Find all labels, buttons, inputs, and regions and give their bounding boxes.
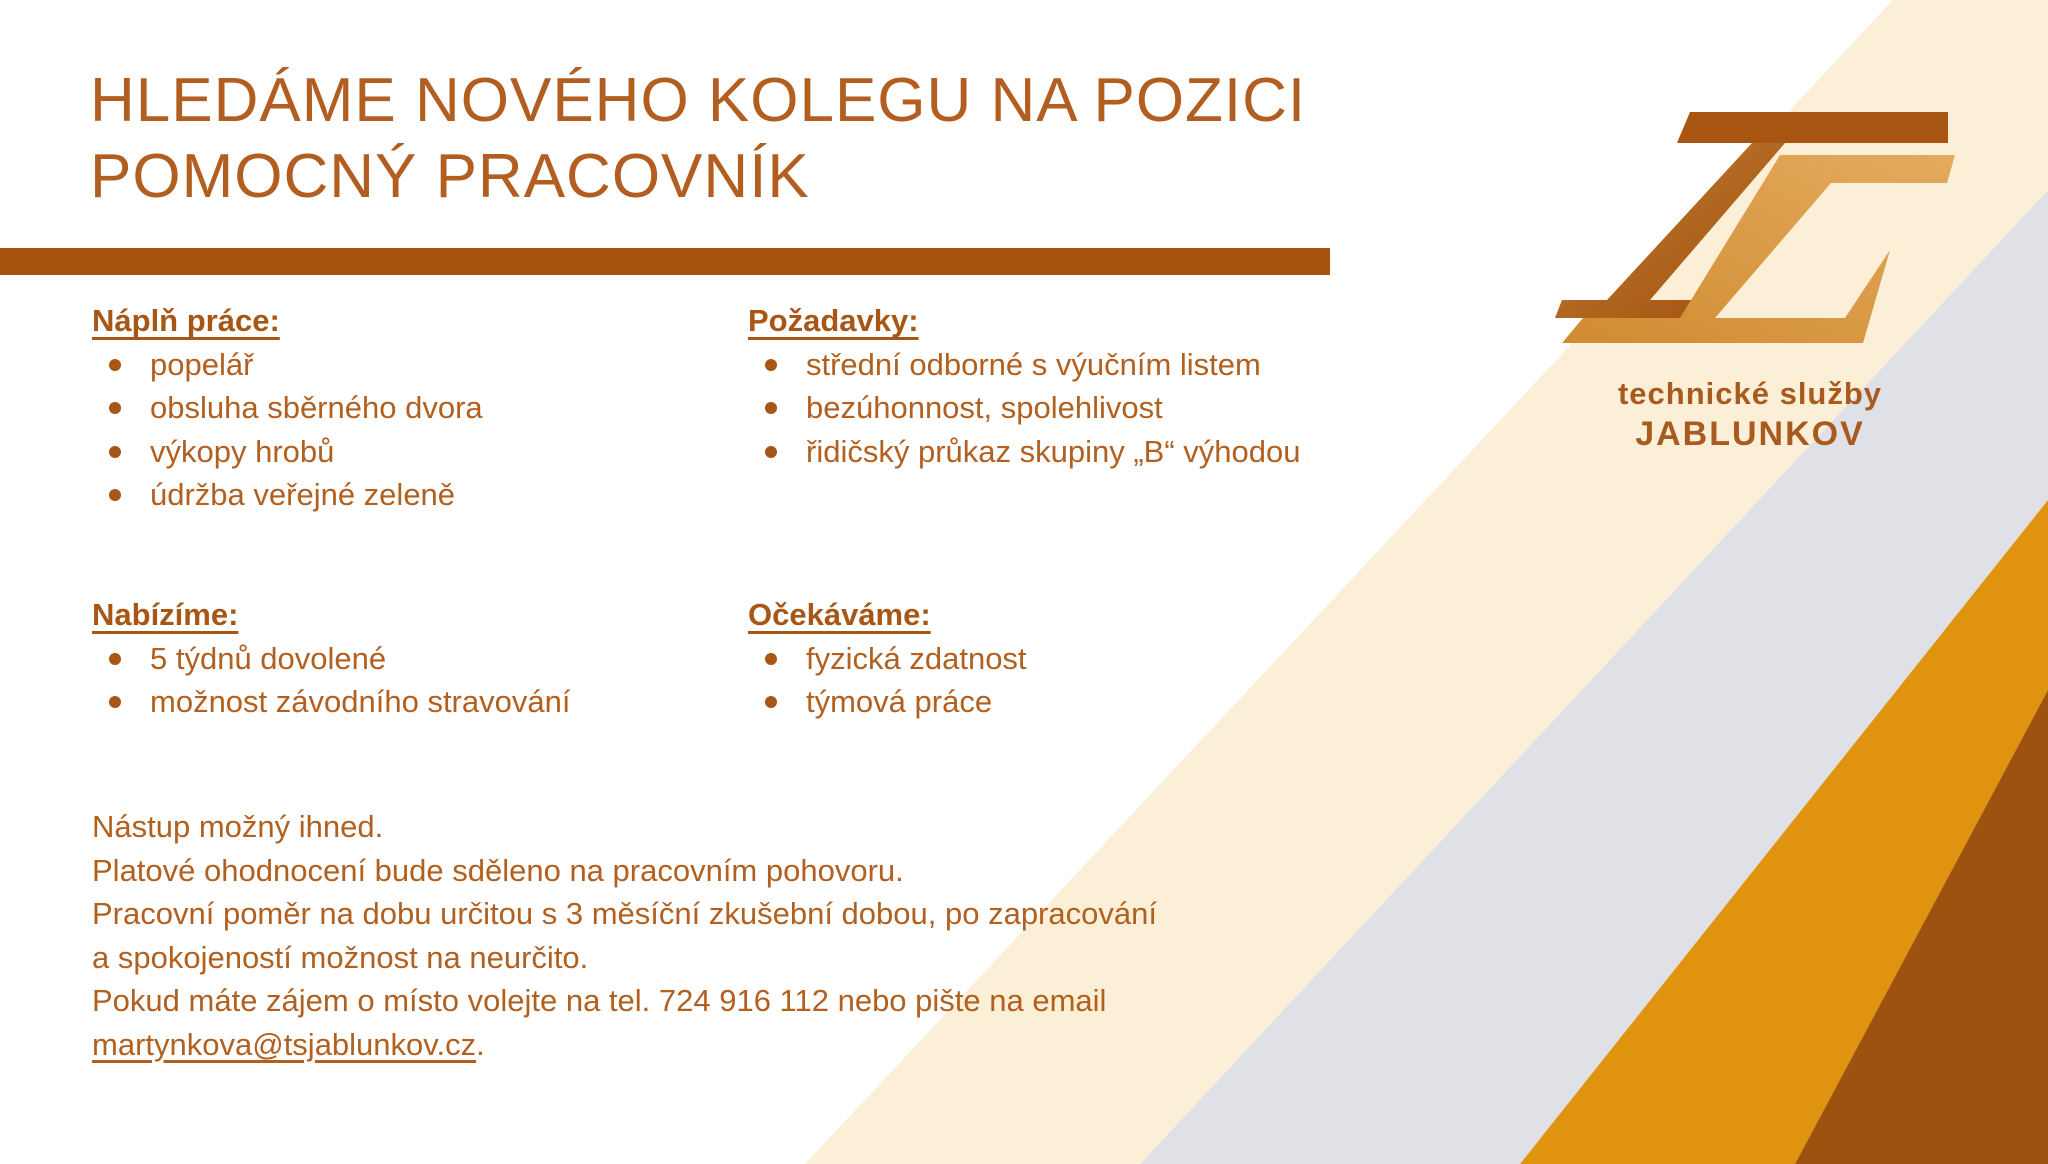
page-title-line1: HLEDÁME NOVÉHO KOLEGU NA POZICI	[90, 66, 1307, 135]
list-item: týmová práce	[748, 680, 1398, 724]
email-link[interactable]: martynkova@tsjablunkov.cz	[92, 1026, 477, 1062]
company-logo	[1545, 85, 1955, 452]
list-item: bezúhonnost, spolehlivost	[748, 386, 1398, 430]
bullet-list	[748, 637, 1398, 724]
ts-logo-icon	[1545, 85, 1955, 343]
list-item: údržba veřejné zeleně	[92, 473, 742, 517]
footer-line: Pokud máte zájem o místo volejte na tel. 724 916 112 nebo pište na email	[92, 983, 1107, 1018]
page-title-line2: POMOCNÝ PRACOVNÍK	[90, 142, 810, 211]
footer-line: Nástup možný ihned.	[92, 809, 384, 844]
section-heading: Požadavky:	[748, 303, 919, 338]
list-item: obsluha sběrného dvora	[92, 386, 742, 430]
section-heading: Náplň práce:	[92, 303, 280, 338]
list-item: řidičský průkaz skupiny „B“ výhodou	[748, 430, 1398, 474]
footer-line: a spokojeností možnost na neurčito.	[92, 939, 589, 975]
logo-text-line2: JABLUNKOV	[1635, 415, 1865, 453]
email-suffix: .	[476, 1026, 485, 1062]
section-nabizime	[92, 593, 742, 724]
footer-line: Pracovní poměr na dobu určitou s 3 měsíční zkušební dobou, po zapracování	[92, 896, 1157, 931]
list-item: fyzická zdatnost	[748, 637, 1398, 681]
page-title	[90, 63, 1306, 215]
list-item: výkopy hrobů	[92, 430, 742, 474]
footer-text	[92, 805, 1157, 1066]
footer-line: Platové ohodnocení bude sděleno na pracovním pohovoru.	[92, 852, 904, 888]
title-accent-bar	[0, 248, 1330, 275]
bullet-list	[92, 343, 742, 517]
logo-text-line1: technické služby	[1617, 376, 1883, 411]
logo-t-bar	[1677, 112, 1948, 143]
list-item: možnost závodního stravování	[92, 680, 742, 724]
section-pozadavky	[748, 299, 1398, 473]
list-item: popelář	[92, 343, 742, 387]
bullet-list	[748, 343, 1398, 474]
list-item: 5 týdnů dovolené	[92, 637, 742, 681]
list-item: střední odborné s výučním listem	[748, 343, 1398, 387]
bullet-list	[92, 637, 742, 724]
footer-line	[92, 1023, 1157, 1067]
section-heading: Nabízíme:	[92, 597, 239, 632]
section-heading: Očekáváme:	[748, 597, 931, 632]
section-napln-prace	[92, 299, 742, 517]
section-ocekavame	[748, 593, 1398, 724]
